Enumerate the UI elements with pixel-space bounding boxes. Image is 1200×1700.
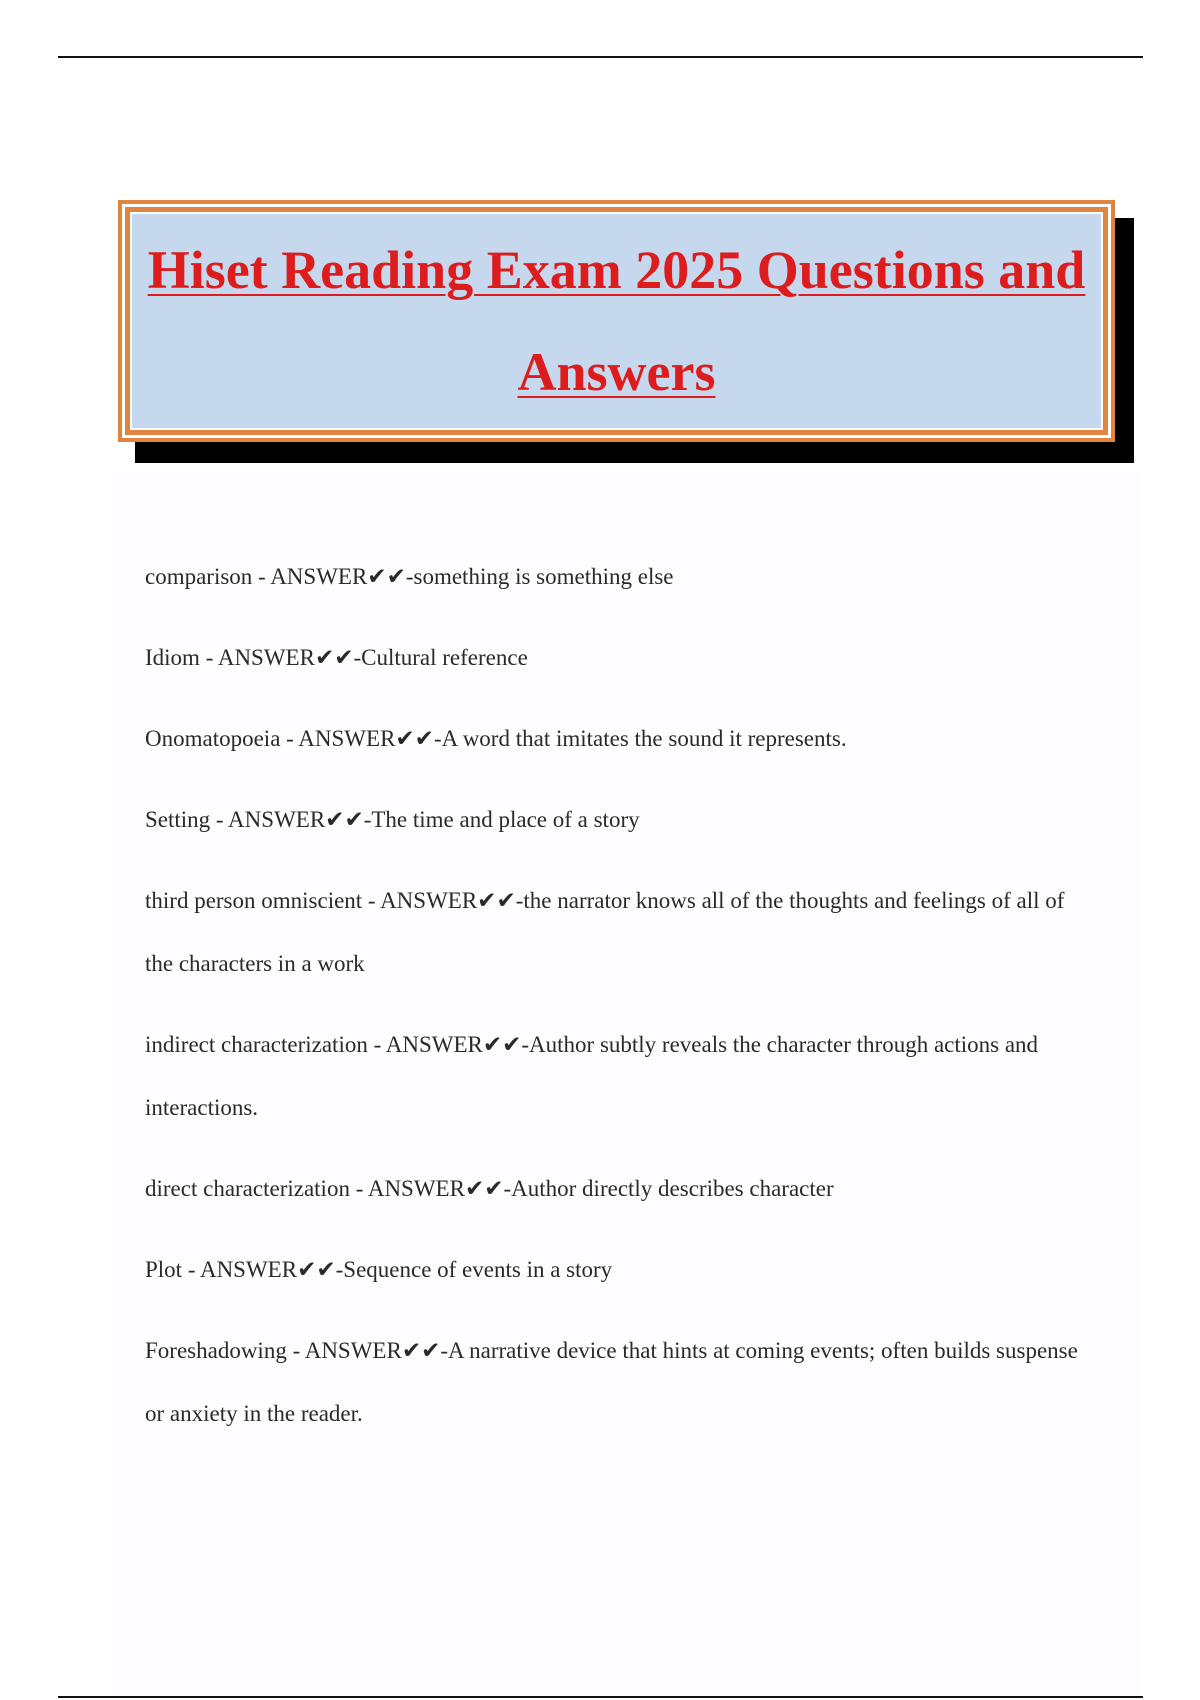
title-box-panel xyxy=(130,212,1103,430)
qa-item: comparison - ANSWER✔✔-something is something else xyxy=(145,564,674,589)
qa-item: third person omniscient - ANSWER✔✔-the narrator knows all of the thoughts and feelings of all of the characters in a work xyxy=(145,888,1065,976)
qa-item: Setting - ANSWER✔✔-The time and place of a story xyxy=(145,807,640,832)
qa-item: direct characterization - ANSWER✔✔-Author directly describes character xyxy=(145,1176,834,1201)
qa-list xyxy=(145,545,1080,1463)
qa-item: Foreshadowing - ANSWER✔✔-A narrative device that hints at coming events; often builds suspense or anxiety in the reader. xyxy=(145,1338,1078,1426)
title-box xyxy=(118,200,1115,442)
footer-rule xyxy=(58,1696,1143,1698)
document-title: Hiset Reading Exam 2025 Questions and Answers xyxy=(147,240,1086,402)
qa-item: Plot - ANSWER✔✔-Sequence of events in a story xyxy=(145,1257,613,1282)
qa-item: Idiom - ANSWER✔✔-Cultural reference xyxy=(145,645,528,670)
title-box-frame xyxy=(125,207,1108,435)
qa-item: Onomatopoeia - ANSWER✔✔-A word that imitates the sound it represents. xyxy=(145,726,847,751)
qa-item: indirect characterization - ANSWER✔✔-Author subtly reveals the character through actions and interactions. xyxy=(145,1032,1039,1120)
header-rule xyxy=(58,56,1143,58)
